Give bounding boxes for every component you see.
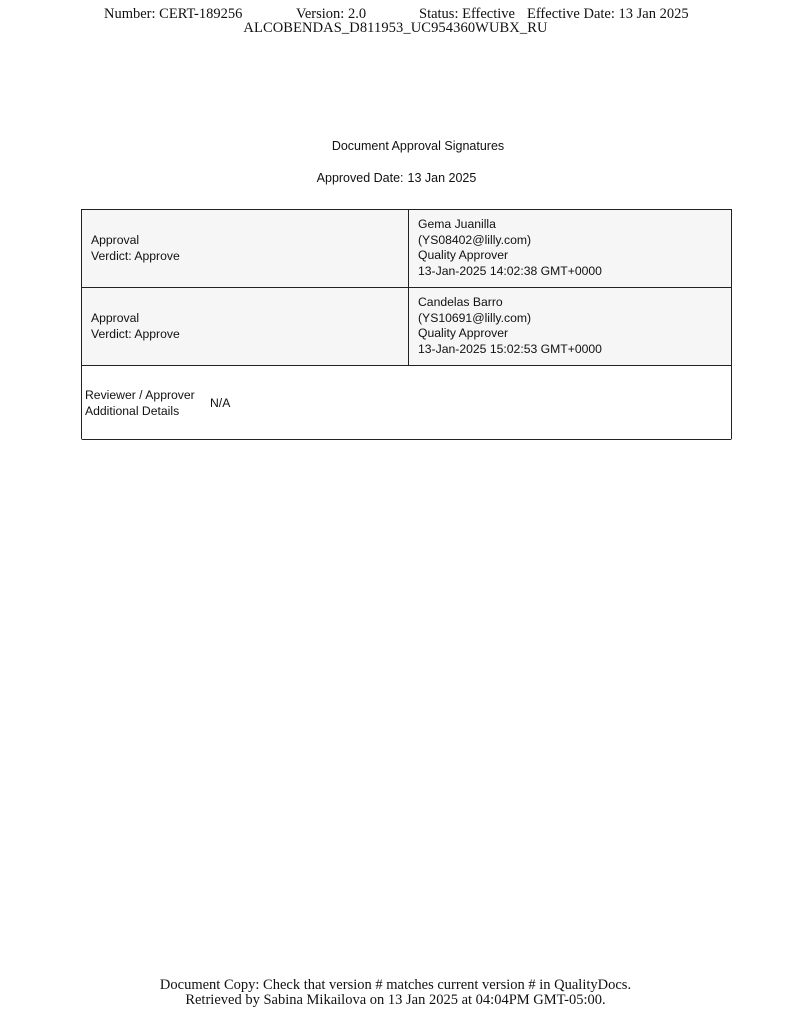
footer-retrieval-info: Retrieved by Sabina Mikailova on 13 Jan 2025 at 04:04PM GMT-05:00. (185, 992, 606, 1008)
signature-row (82, 210, 731, 288)
approved-date-label: Approved Date: (316, 171, 404, 185)
signer-email: (YS08402@lilly.com) (418, 232, 532, 247)
signer-name: Gema Juanilla (418, 217, 496, 231)
signature-row (82, 288, 731, 366)
approved-date-value: 13 Jan 2025 (407, 171, 477, 185)
additional-details-value: N/A (210, 396, 231, 410)
additional-details-label (85, 388, 195, 420)
additional-details-row (82, 366, 731, 439)
signer-role: Quality Approver (418, 326, 509, 341)
signature-verdict-cell (82, 288, 409, 365)
approved-date (0, 171, 791, 185)
signer-name: Candelas Barro (418, 295, 503, 309)
additional-details-label-line2: Additional Details (85, 403, 180, 418)
document-status: Status: Effective (419, 6, 515, 22)
signature-verdict: Verdict: Approve (91, 248, 180, 263)
signer-role: Quality Approver (418, 248, 509, 263)
signature-table (81, 209, 732, 440)
document-number: Number: CERT-189256 (104, 6, 243, 22)
document-footer (0, 978, 791, 1008)
page-title: Document Approval Signatures (331, 139, 505, 153)
document-code: ALCOBENDAS_D811953_UC954360WUBX_RU (243, 20, 548, 36)
signature-timestamp: 13-Jan-2025 14:02:38 GMT+0000 (418, 264, 602, 279)
document-effective-date: Effective Date: 13 Jan 2025 (527, 6, 689, 22)
footer-copy-notice: Document Copy: Check that version # matches current version # in QualityDocs. (159, 977, 632, 993)
signature-type: Approval (91, 311, 140, 325)
signer-details-cell (409, 288, 731, 365)
signer-details-cell (409, 210, 731, 287)
signature-verdict-cell (82, 210, 409, 287)
additional-details-label-line1: Reviewer / Approver (85, 388, 195, 402)
signature-verdict: Verdict: Approve (91, 326, 180, 341)
signer-email: (YS10691@lilly.com) (418, 310, 532, 325)
signature-timestamp: 13-Jan-2025 15:02:53 GMT+0000 (418, 342, 602, 357)
signature-type: Approval (91, 233, 140, 247)
document-version: Version: 2.0 (296, 6, 367, 22)
